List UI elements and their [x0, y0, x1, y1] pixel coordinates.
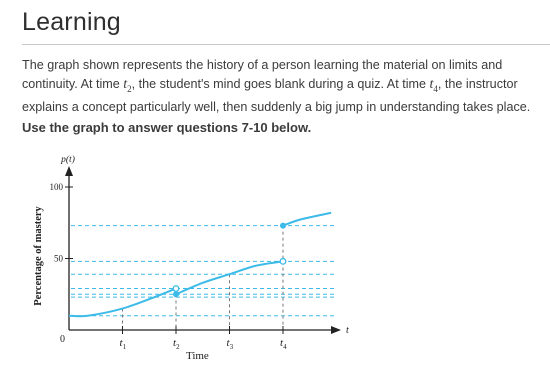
x-axis-variable-label: t [346, 325, 349, 336]
function-label: p(t) [61, 155, 75, 165]
closed-point [173, 291, 179, 297]
x-tick-label: $t_1$ [119, 337, 127, 351]
guide-lines [71, 226, 337, 330]
y-tick-label: 50 [54, 253, 63, 264]
curve-segment [69, 289, 176, 317]
y-tick-label: 100 [49, 182, 63, 192]
paragraph-text: , the instructor explains a concept particularly well, then suddenly a big jump in understanding takes place. [22, 76, 531, 114]
x-axis-title: Time [185, 350, 209, 362]
instruction-text: Use the graph to answer questions 7-10 below. [22, 120, 312, 135]
math-variable: $t_2$ [123, 76, 132, 94]
math-variable: $t_4$ [429, 76, 438, 94]
curve-segment [176, 261, 283, 294]
x-tick-label: $t_3$ [226, 337, 234, 351]
closed-point [280, 223, 286, 229]
y-axis-title: Percentage of mastery [33, 206, 44, 306]
paragraph-text: , the student's mind goes blank during a quiz. At time [131, 76, 430, 91]
x-axis-arrow [331, 326, 341, 334]
curve-segment [283, 213, 331, 226]
y-axis-arrow [65, 166, 73, 176]
open-point [173, 286, 179, 292]
paragraph-text: The graph shown represents the history of a person learning the material on limits and continuity. At time [22, 58, 503, 91]
axis-labels [33, 154, 349, 362]
mastery-curve [69, 213, 331, 316]
open-point [280, 259, 286, 265]
origin-label: 0 [60, 334, 65, 345]
page-title: Learning [22, 8, 121, 36]
x-tick-label: $t_4$ [280, 337, 287, 351]
axes [65, 166, 341, 334]
x-tick-label: $t_2$ [173, 337, 180, 351]
